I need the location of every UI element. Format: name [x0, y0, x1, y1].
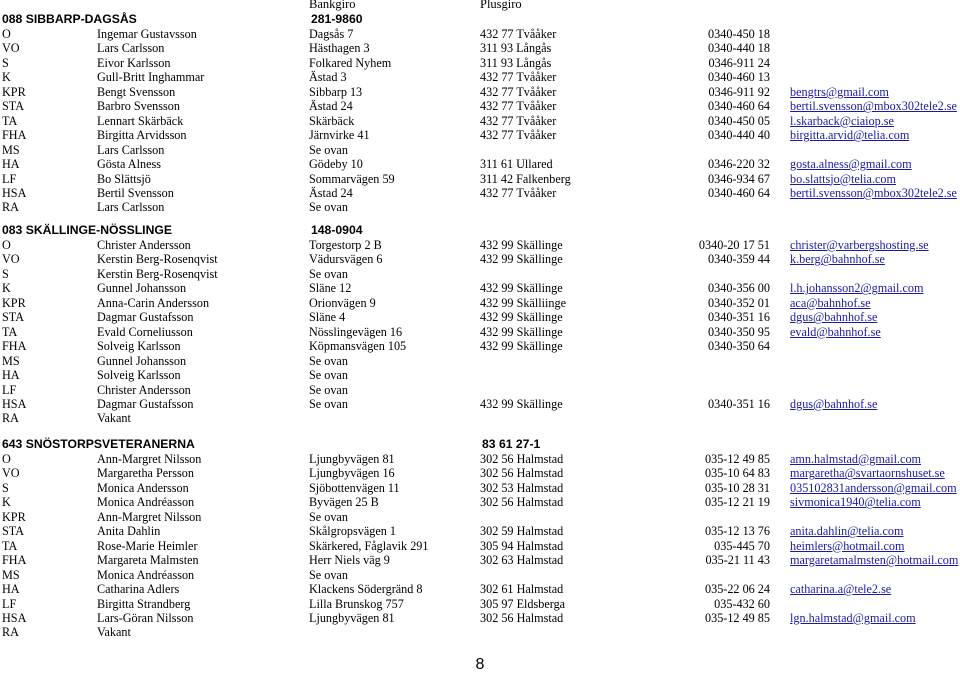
- member-phone: 035-10 28 31: [705, 480, 770, 495]
- member-postal-city: 432 99 Skällinge: [480, 310, 563, 325]
- club-header: [0, 437, 960, 452]
- member-address: Vädursvägen 6: [309, 252, 383, 267]
- member-row: [0, 27, 960, 42]
- member-email-link[interactable]: heimlers@hotmail.com: [790, 538, 905, 553]
- club-giro-number: 148-0904: [311, 223, 363, 237]
- member-role: LF: [2, 382, 17, 397]
- bankgiro-header: Bankgiro: [309, 0, 356, 11]
- member-name: Eivor Karlsson: [97, 55, 171, 70]
- member-email-link[interactable]: catharina.a@tele2.se: [790, 582, 892, 597]
- member-name: Solveig Karlsson: [97, 368, 181, 383]
- member-row: [0, 510, 960, 525]
- member-role: MS: [2, 353, 20, 368]
- member-row: [0, 339, 960, 354]
- member-email-link[interactable]: 035102831andersson@gmail.com: [790, 480, 957, 495]
- member-postal-city: 432 99 Skällinge: [480, 252, 563, 267]
- member-name: Solveig Karlsson: [97, 339, 181, 354]
- member-role: TA: [2, 538, 18, 553]
- member-row: [0, 625, 960, 640]
- member-row: [0, 524, 960, 539]
- member-role: KPR: [2, 84, 26, 99]
- member-row: [0, 41, 960, 56]
- member-email-link[interactable]: bertil.svensson@mbox302tele2.se: [790, 185, 957, 200]
- member-row: [0, 157, 960, 172]
- member-email-link[interactable]: k.berg@bahnhof.se: [790, 252, 885, 267]
- member-phone: 035-21 11 43: [705, 553, 770, 568]
- member-address: Sjöbottenvägen 11: [309, 480, 400, 495]
- member-email-link[interactable]: birgitta.arvid@telia.com: [790, 128, 910, 143]
- member-name: Gösta Alness: [97, 157, 161, 172]
- member-name: Catharina Adlers: [97, 582, 180, 597]
- member-role: STA: [2, 524, 25, 539]
- member-role: K: [2, 281, 11, 296]
- member-address: Se ovan: [309, 200, 348, 215]
- member-postal-city: 432 99 Skällinge: [480, 396, 563, 411]
- member-name: Bo Slättsjö: [97, 171, 151, 186]
- member-role: K: [2, 495, 11, 510]
- club-header: [0, 12, 960, 27]
- member-address: Gödeby 10: [309, 157, 363, 172]
- member-row: [0, 582, 960, 597]
- member-phone: 0340-450 18: [708, 27, 770, 41]
- member-postal-city: 302 63 Halmstad: [480, 553, 564, 568]
- member-address: Se ovan: [309, 266, 348, 281]
- member-phone: 0340-460 64: [708, 99, 770, 114]
- member-email-link[interactable]: christer@varbergshosting.se: [790, 238, 929, 252]
- member-address: Se ovan: [309, 567, 348, 582]
- member-row: [0, 99, 960, 114]
- member-postal-city: 305 94 Halmstad: [480, 538, 564, 553]
- member-address: Skärkered, Fåglavik 291: [309, 538, 429, 553]
- member-email-link[interactable]: margaretha@svartaornshuset.se: [790, 466, 945, 481]
- member-row: [0, 296, 960, 311]
- member-address: Se ovan: [309, 368, 348, 383]
- member-email-link[interactable]: bo.slattsjo@telia.com: [790, 171, 896, 186]
- member-address: Torgestorp 2 B: [309, 238, 382, 252]
- member-address: Skärbäck: [309, 113, 355, 128]
- member-row: [0, 553, 960, 568]
- member-role: FHA: [2, 339, 27, 354]
- member-phone: 035-10 64 83: [705, 466, 770, 481]
- member-postal-city: 432 99 Skällinge: [480, 281, 563, 296]
- member-role: MS: [2, 142, 20, 157]
- member-row: [0, 411, 960, 426]
- member-phone: 0340-460 64: [708, 185, 770, 200]
- member-phone: 0346-911 24: [708, 55, 770, 70]
- member-address: Lilla Brunskog 757: [309, 596, 404, 611]
- member-role: STA: [2, 99, 25, 114]
- member-name: Ann-Margret Nilsson: [97, 509, 202, 524]
- member-row: [0, 252, 960, 267]
- member-name: Christer Andersson: [97, 382, 191, 397]
- member-phone: 035-12 49 85: [705, 610, 770, 625]
- member-name: Bertil Svensson: [97, 185, 174, 200]
- member-address: Se ovan: [309, 509, 348, 524]
- member-name: Evald Corneliusson: [97, 324, 193, 339]
- member-address: Folkared Nyhem: [309, 55, 392, 70]
- member-name: Bengt Svensson: [97, 84, 176, 99]
- member-postal-city: 302 56 Halmstad: [480, 610, 564, 625]
- member-name: Vakant: [97, 411, 131, 426]
- member-phone: 0340-450 05: [708, 113, 770, 128]
- member-role: LF: [2, 596, 17, 611]
- member-postal-city: 311 93 Långås: [480, 55, 552, 70]
- member-address: Järnvirke 41: [309, 128, 370, 143]
- member-postal-city: 311 93 Långås: [480, 41, 552, 56]
- member-row: [0, 238, 960, 253]
- member-postal-city: 432 99 Skällinge: [480, 324, 563, 339]
- member-name: Lars-Göran Nilsson: [97, 610, 194, 625]
- plusgiro-header: Plusgiro: [480, 0, 522, 11]
- member-postal-city: 432 77 Tvååker: [480, 113, 557, 128]
- member-email-link[interactable]: sivmonica1940@telia.com: [790, 495, 921, 510]
- member-phone: 035-22 06 24: [705, 582, 770, 597]
- member-role: TA: [2, 113, 18, 128]
- member-address: Ästad 24: [309, 185, 353, 200]
- member-role: VO: [2, 252, 20, 267]
- member-address: Hästhagen 3: [309, 41, 370, 56]
- member-address: Ästad 24: [309, 99, 353, 114]
- member-address: Ljungbyvägen 81: [309, 610, 395, 625]
- member-email-link[interactable]: margaretamalmsten@hotmail.com: [790, 553, 959, 568]
- member-address: Se ovan: [309, 396, 348, 411]
- member-email-link[interactable]: lgn.halmstad@gmail.com: [790, 610, 916, 625]
- member-phone: 035-445 70: [714, 538, 770, 553]
- member-row: [0, 128, 960, 143]
- member-name: Lars Carlsson: [97, 41, 165, 56]
- member-name: Gull-Britt Inghammar: [97, 70, 205, 85]
- member-role: HSA: [2, 185, 27, 200]
- member-name: Gunnel Johansson: [97, 353, 187, 368]
- member-row: [0, 481, 960, 496]
- member-postal-city: 311 61 Ullared: [480, 157, 553, 172]
- member-role: S: [2, 480, 9, 495]
- member-role: LF: [2, 171, 17, 186]
- member-phone: 0340-20 17 51: [698, 238, 770, 252]
- member-role: KPR: [2, 509, 26, 524]
- member-role: S: [2, 55, 9, 70]
- member-role: VO: [2, 41, 20, 56]
- member-role: HA: [2, 157, 20, 172]
- column-headers: [0, 0, 960, 11]
- member-row: [0, 368, 960, 383]
- member-email-link[interactable]: dgus@bahnhof.se: [790, 310, 878, 325]
- member-postal-city: 302 56 Halmstad: [480, 495, 564, 510]
- member-email-link[interactable]: l.skarback@ciaiop.se: [790, 113, 894, 128]
- member-postal-city: 432 99 Skällinge: [480, 339, 563, 354]
- member-phone: 035-432 60: [714, 596, 770, 611]
- member-name: Dagmar Gustafsson: [97, 310, 194, 325]
- member-address: Släne 12: [309, 281, 352, 296]
- member-name: Vakant: [97, 625, 131, 640]
- member-name: Barbro Svensson: [97, 99, 180, 114]
- member-name: Birgitta Strandberg: [97, 596, 191, 611]
- member-name: Ingemar Gustavsson: [97, 27, 197, 41]
- member-phone: 0340-352 01: [708, 295, 770, 310]
- member-phone: 0340-351 16: [708, 310, 770, 325]
- page-number: 8: [475, 656, 485, 673]
- member-phone: 0346-911 92: [708, 84, 770, 99]
- member-role: TA: [2, 324, 18, 339]
- member-phone: 0340-440 40: [708, 128, 770, 143]
- member-name: Margaretha Persson: [97, 466, 194, 481]
- member-postal-city: 432 77 Tvååker: [480, 128, 557, 143]
- member-role: O: [2, 238, 11, 252]
- member-row: [0, 397, 960, 412]
- member-email-link[interactable]: aca@bahnhof.se: [790, 295, 871, 310]
- member-role: FHA: [2, 553, 27, 568]
- member-address: Släne 4: [309, 310, 346, 325]
- member-row: [0, 200, 960, 215]
- member-email-link[interactable]: anita.dahlin@telia.com: [790, 524, 904, 539]
- member-email-link[interactable]: bengtrs@gmail.com: [790, 84, 889, 99]
- member-role: S: [2, 266, 9, 281]
- member-address: Ästad 3: [309, 70, 347, 85]
- member-name: Lars Carlsson: [97, 142, 165, 157]
- member-postal-city: 311 42 Falkenberg: [480, 171, 571, 186]
- member-email-link[interactable]: amn.halmstad@gmail.com: [790, 452, 922, 466]
- member-address: Se ovan: [309, 353, 348, 368]
- member-postal-city: 432 99 Skälliinge: [480, 295, 566, 310]
- member-postal-city: 432 77 Tvååker: [480, 84, 557, 99]
- member-address: Ljungbyvägen 81: [309, 452, 395, 466]
- member-name: Margareta Malmsten: [97, 553, 199, 568]
- member-row: [0, 539, 960, 554]
- member-name: Rose-Marie Heimler: [97, 538, 198, 553]
- member-phone: 035-12 13 76: [705, 524, 770, 539]
- member-row: [0, 70, 960, 85]
- member-row: [0, 383, 960, 398]
- member-role: RA: [2, 411, 19, 426]
- member-address: Klackens Södergränd 8: [309, 582, 423, 597]
- member-email-link[interactable]: bertil.svensson@mbox302tele2.se: [790, 99, 957, 114]
- member-row: [0, 186, 960, 201]
- member-postal-city: 302 56 Halmstad: [480, 466, 564, 481]
- member-row: [0, 466, 960, 481]
- member-postal-city: 432 77 Tvååker: [480, 99, 557, 114]
- member-row: [0, 325, 960, 340]
- member-role: O: [2, 452, 11, 466]
- member-role: STA: [2, 310, 25, 325]
- member-role: VO: [2, 466, 20, 481]
- club-name: 643 SNÖSTORPSVETERANERNA: [2, 437, 195, 451]
- member-role: HSA: [2, 396, 27, 411]
- member-role: K: [2, 70, 11, 85]
- member-phone: 0346-220 32: [708, 157, 770, 172]
- member-phone: 0340-356 00: [708, 281, 770, 296]
- member-row: [0, 172, 960, 187]
- member-name: Monica Andréasson: [97, 495, 195, 510]
- member-address: Nösslingevägen 16: [309, 324, 403, 339]
- member-name: Christer Andersson: [97, 238, 191, 252]
- member-row: [0, 143, 960, 158]
- member-postal-city: 302 61 Halmstad: [480, 582, 564, 597]
- member-row: [0, 56, 960, 71]
- member-address: Herr Niels väg 9: [309, 553, 390, 568]
- member-role: RA: [2, 200, 19, 215]
- member-address: Skålgropsvägen 1: [309, 524, 396, 539]
- member-role: HA: [2, 368, 20, 383]
- member-row: [0, 452, 960, 467]
- member-address: Dagsås 7: [309, 27, 354, 41]
- member-name: Kerstin Berg-Rosenqvist: [97, 252, 218, 267]
- member-address: Orionvägen 9: [309, 295, 376, 310]
- member-role: MS: [2, 567, 20, 582]
- member-name: Birgitta Arvidsson: [97, 128, 187, 143]
- member-address: Köpmansvägen 105: [309, 339, 407, 354]
- member-row: [0, 597, 960, 612]
- member-phone: 0340-350 64: [708, 339, 770, 354]
- member-phone: 035-12 49 85: [705, 452, 770, 466]
- club-name: 088 SIBBARP-DAGSÅS: [2, 12, 137, 26]
- member-role: HSA: [2, 610, 27, 625]
- member-role: HA: [2, 582, 20, 597]
- member-postal-city: 432 77 Tvååker: [480, 27, 557, 41]
- member-phone: 0340-350 95: [708, 324, 770, 339]
- member-row: [0, 114, 960, 129]
- member-postal-city: 432 99 Skällinge: [480, 238, 563, 252]
- member-name: Kerstin Berg-Rosenqvist: [97, 266, 218, 281]
- member-address: Se ovan: [309, 142, 348, 157]
- member-address: Ljungbyvägen 16: [309, 466, 395, 481]
- member-email-link[interactable]: evald@bahnhof.se: [790, 324, 881, 339]
- member-role: O: [2, 27, 11, 41]
- member-role: FHA: [2, 128, 27, 143]
- member-phone: 0340-440 18: [708, 41, 770, 56]
- member-phone: 0340-351 16: [708, 396, 770, 411]
- member-address: Sommarvägen 59: [309, 171, 395, 186]
- member-name: Lennart Skärbäck: [97, 113, 184, 128]
- member-name: Monica Andréasson: [97, 567, 195, 582]
- member-row: [0, 568, 960, 583]
- member-row: [0, 354, 960, 369]
- member-postal-city: 302 59 Halmstad: [480, 524, 564, 539]
- member-row: [0, 281, 960, 296]
- member-role: KPR: [2, 295, 26, 310]
- member-email-link[interactable]: gosta.alness@gmail.com: [790, 157, 912, 172]
- member-name: Lars Carlsson: [97, 200, 165, 215]
- member-postal-city: 432 77 Tvååker: [480, 70, 557, 85]
- club-header: [0, 223, 960, 238]
- member-row: [0, 85, 960, 100]
- member-address: Byvägen 25 B: [309, 495, 379, 510]
- member-name: Dagmar Gustafsson: [97, 396, 194, 411]
- member-email-link[interactable]: dgus@bahnhof.se: [790, 396, 878, 411]
- member-row: [0, 495, 960, 510]
- member-name: Gunnel Johansson: [97, 281, 187, 296]
- member-name: Anna-Carin Andersson: [97, 295, 210, 310]
- member-address: Sibbarp 13: [309, 84, 363, 99]
- member-email-link[interactable]: l.h.johansson2@gmail.com: [790, 281, 924, 296]
- member-name: Anita Dahlin: [97, 524, 161, 539]
- member-row: [0, 611, 960, 626]
- club-giro-number: 83 61 27-1: [482, 437, 541, 451]
- member-row: [0, 310, 960, 325]
- member-postal-city: 432 77 Tvååker: [480, 185, 557, 200]
- member-phone: 0340-460 13: [708, 70, 770, 85]
- member-address: Se ovan: [309, 382, 348, 397]
- member-phone: 035-12 21 19: [705, 495, 770, 510]
- member-phone: 0346-934 67: [708, 171, 770, 186]
- member-role: RA: [2, 625, 19, 640]
- member-postal-city: 305 97 Eldsberga: [480, 596, 566, 611]
- member-postal-city: 302 53 Halmstad: [480, 480, 564, 495]
- member-phone: 0340-359 44: [708, 252, 770, 267]
- member-row: [0, 267, 960, 282]
- club-name: 083 SKÄLLINGE-NÖSSLINGE: [2, 223, 172, 237]
- member-postal-city: 302 56 Halmstad: [480, 452, 564, 466]
- club-giro-number: 281-9860: [311, 12, 363, 26]
- member-name: Monica Andersson: [97, 480, 189, 495]
- member-name: Ann-Margret Nilsson: [97, 452, 202, 466]
